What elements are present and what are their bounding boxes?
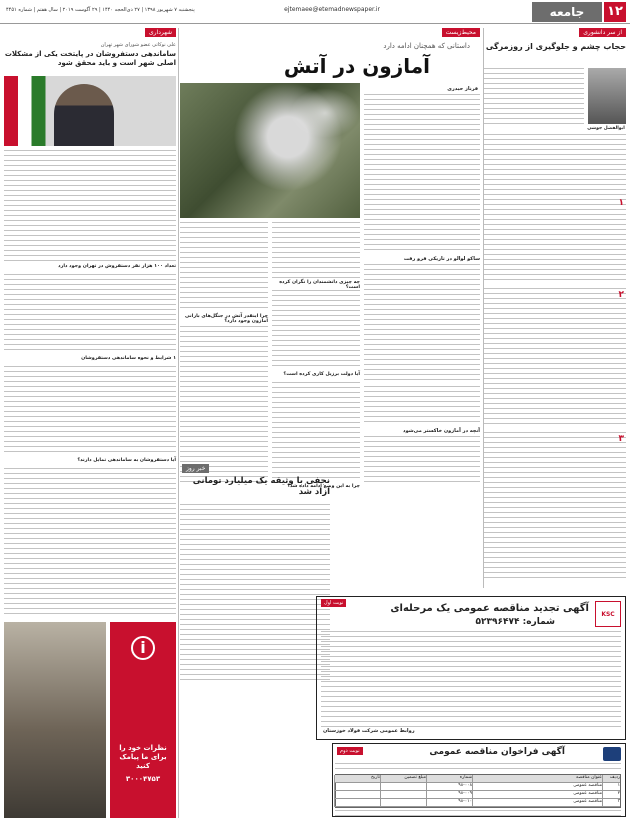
- red-notice: [110, 622, 176, 818]
- table-header-cell: عنوان مناقصه: [472, 775, 602, 783]
- official-portrait: [4, 76, 176, 146]
- middle-sub2: چه چیزی دانشمندان را نگران کرده است؟: [279, 280, 360, 290]
- table-header-cell: مبلغ تضمین: [380, 775, 426, 783]
- note-number-1: ۱: [618, 198, 624, 208]
- ad1-number: شماره: ۵۲۳۹۶۴۷۴: [475, 617, 555, 627]
- right-col-text-1: [484, 68, 584, 128]
- ad2-logo: [603, 747, 621, 761]
- note-number-2: ۲: [618, 290, 624, 300]
- middle-text-col4: [272, 222, 360, 278]
- middle-text-col3b: [180, 326, 268, 486]
- ad2-title: آگهی فراخوان مناقصه عمومی: [429, 747, 565, 757]
- table-cell: [380, 791, 426, 799]
- table-cell: [380, 783, 426, 791]
- ad1-body: [321, 631, 621, 727]
- left-headline: ساماندهی دستفروشان در پایتخت یکی از مشکلات اصلی شهر است و باید محقق شود: [4, 50, 176, 67]
- ad2-footer: [335, 810, 621, 816]
- middle-headline: آمازون در آتش: [283, 54, 430, 78]
- middle-sub3: آیا دولت برزیل کاری کرده است؟: [283, 372, 360, 377]
- middle-sub1: ساکو لوالو در تاریکی فرو رفت: [403, 256, 480, 262]
- news-brief-headline: نجفی با وثیقه یک میلیارد تومانی آزاد شد: [192, 476, 330, 497]
- section-title: جامعه: [532, 2, 602, 22]
- table-cell: ۱: [602, 783, 620, 791]
- table-cell: ۳: [602, 799, 620, 807]
- portrait-figure: [54, 84, 114, 146]
- author-name: ابوالفضل جوشی: [587, 126, 625, 131]
- photo-smoke: [290, 88, 360, 138]
- table-cell: ۲: [602, 791, 620, 799]
- left-text-4: [4, 468, 176, 618]
- right-column-headline: حجاب چشم و جلوگیری از روزمرگی: [485, 42, 626, 51]
- table-cell: [334, 783, 380, 791]
- middle-text-col1b: [364, 264, 480, 384]
- middle-kicker: داستانی که همچنان ادامه دارد: [383, 42, 470, 50]
- page-number: ۱۲: [604, 2, 626, 22]
- alert-icon: i: [131, 636, 155, 660]
- middle-text-col1: [364, 94, 480, 254]
- right-col-text-2: [484, 134, 626, 284]
- middle-author: فرناز حیدری: [447, 86, 478, 92]
- tender-ad-1: [316, 596, 626, 740]
- news-brief-tag: خبر روز: [182, 464, 209, 473]
- ad2-intro: [335, 763, 621, 771]
- divider: [178, 28, 179, 818]
- left-sub2: ۱ شرایط و نحوه ساماندهی دستفروشان: [81, 356, 176, 361]
- left-column-tag: شهرداری: [145, 28, 176, 37]
- table-header-cell: تاریخ: [334, 775, 380, 783]
- masthead-dateline: پنجشنبه ۷ شهریور ۱۳۹۸ | ۲۷ ذی‌الحجه ۱۴۴۰ | ۲۹ آگوست ۲۰۱۹ | سال هفتم | شماره ۴۴۵۱: [6, 7, 195, 13]
- street-photo: [4, 622, 106, 818]
- middle-text-col4b: [272, 290, 360, 370]
- right-column: [484, 28, 626, 588]
- middle-text-col1c: [364, 386, 480, 426]
- note-number-3: ۳: [618, 434, 624, 444]
- table-header-cell: شماره: [426, 775, 472, 783]
- ad1-footer: روابط عمومی شرکت فولاد خوزستان: [323, 728, 415, 734]
- table-cell: مناقصه عمومی: [472, 783, 602, 791]
- table-cell: ۹۸-۰۱۰: [426, 799, 472, 807]
- table-cell: [334, 791, 380, 799]
- table-cell: مناقصه عمومی: [472, 799, 602, 807]
- middle-sub5: چرا اینقدر آتش در جنگل‌های بارانی آمازون وجود دارد؟: [185, 314, 268, 324]
- ad2-badge: نوبت دوم: [337, 747, 363, 755]
- left-kicker: علی نوکاتی عضو شورای شهر تهران: [100, 42, 176, 48]
- ad1-title: آگهی تجدید مناقصه عمومی یک مرحله‌ای: [390, 603, 589, 614]
- table-header-cell: ردیف: [602, 775, 620, 783]
- news-brief: [180, 464, 330, 688]
- left-sub3: آیا دستفروشان به ساماندهی تمایل دارند؟: [77, 458, 176, 463]
- right-col-text-3: [484, 288, 626, 428]
- left-text-1: [4, 150, 176, 262]
- left-text-3: [4, 366, 176, 456]
- red-notice-text: نظرات خود را برای ما پیامک کنید: [119, 744, 167, 770]
- author-photo: [588, 68, 626, 124]
- tender-ad-2: [332, 743, 626, 817]
- right-column-tag: از سر دانشوری: [579, 28, 626, 37]
- table-cell: [334, 799, 380, 807]
- middle-text-col1d: [364, 436, 480, 486]
- company-logo: KSC: [595, 601, 621, 627]
- table-cell: مناقصه عمومی: [472, 791, 602, 799]
- left-text-2: [4, 274, 176, 354]
- ad2-table: [335, 774, 621, 808]
- middle-sub4: آنچه در آمازون خاکستر می‌شود: [403, 428, 480, 434]
- middle-tag: محیط‌زیست: [442, 28, 480, 37]
- ad1-badge: نوبت اول: [321, 599, 346, 607]
- red-notice-number[interactable]: ۳۰۰۰۴۷۵۳: [125, 775, 161, 783]
- divider: [483, 28, 484, 588]
- masthead: [0, 0, 630, 24]
- left-sub1: تعداد ۱۰۰ هزار نفر دستفروش در تهران وجود دارد: [58, 264, 176, 269]
- news-brief-text: [180, 504, 330, 684]
- table-cell: ۹۸-۰۰۹: [426, 791, 472, 799]
- middle-text-col3: [180, 222, 268, 312]
- right-col-text-4: [484, 432, 626, 582]
- left-column: [4, 28, 176, 818]
- masthead-email[interactable]: ejtemaee@etemadnewspaper.ir: [284, 6, 380, 13]
- table-cell: ۹۸-۰۰۸: [426, 783, 472, 791]
- middle-sub6: چرا به این وضع ادامه داده شد؟: [287, 484, 360, 489]
- table-cell: [380, 799, 426, 807]
